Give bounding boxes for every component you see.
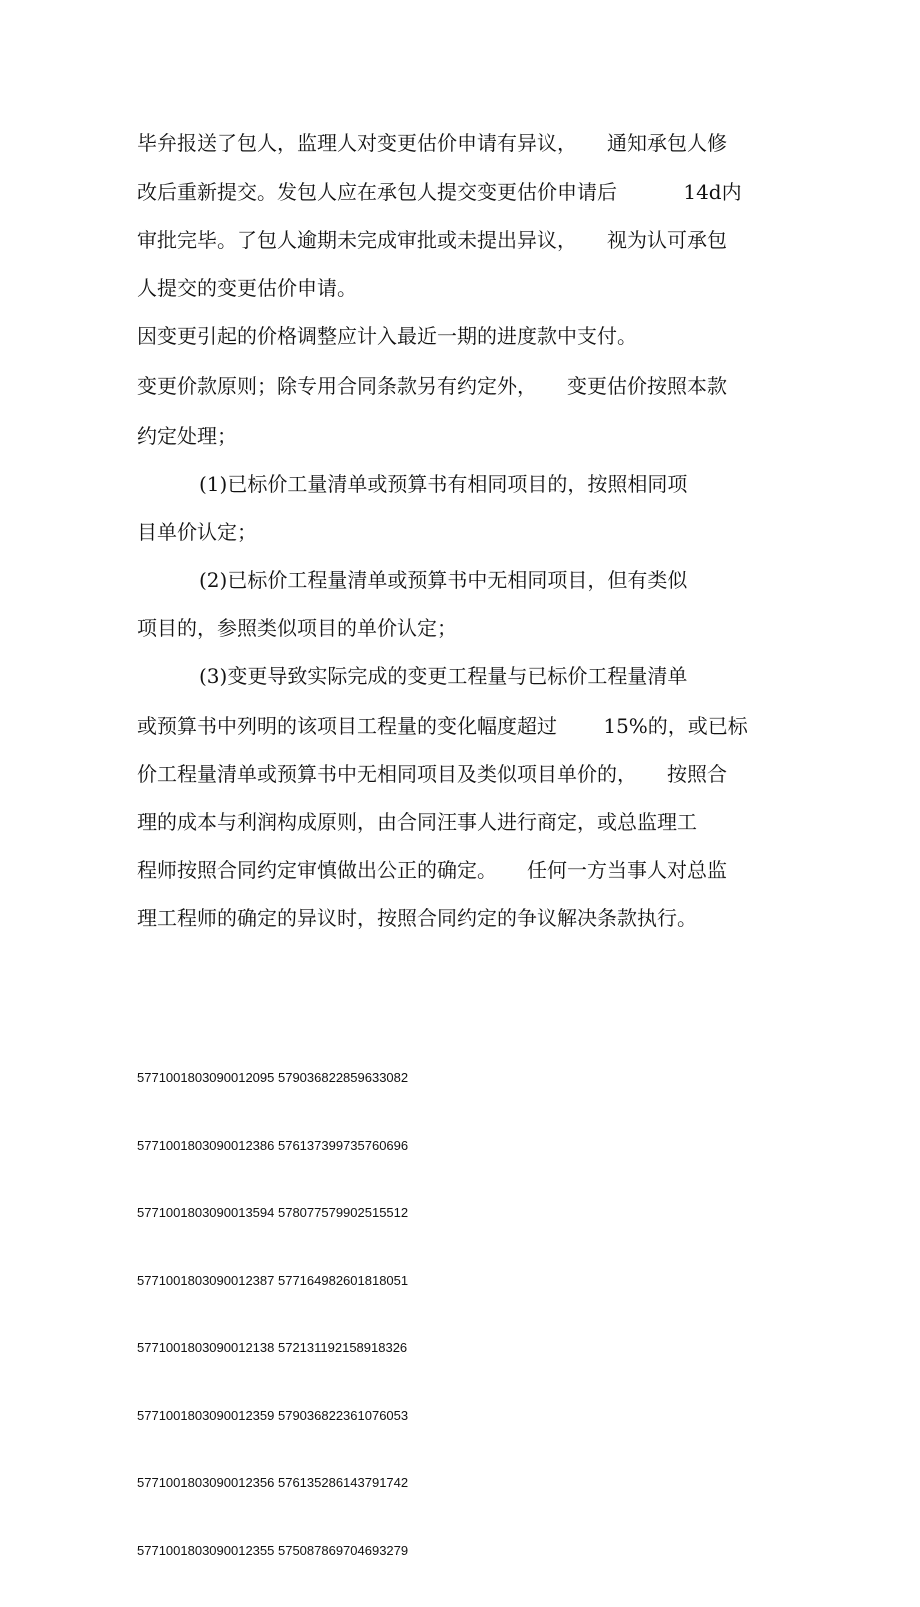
code-line: 5771001803090012359 579036822361076053	[137, 1407, 409, 1423]
text-line: 毕弁报送了包人，监理人对变更估价申请有异议， 通知承包人修	[137, 131, 727, 155]
code-line: 5771001803090013594 578077579902515512	[137, 1205, 409, 1220]
text-line: 人提交的变更估价申请。	[137, 276, 357, 300]
code-line: 5771001803090012356 576135286143791742	[137, 1475, 409, 1490]
text-line: 审批完毕。了包人逾期未完成审批或未提出异议， 视为认可承包	[137, 228, 727, 252]
text-line: 程师按照合同约定审慎做出公正的确定。 任何一方当事人对总监	[137, 858, 727, 882]
list-item-1: (1)已标价工量清单或预算书有相同项目的，按照相同项	[199, 472, 688, 496]
list-item-2: (2)已标价工程量清单或预算书中无相同项目，但有类似	[199, 568, 688, 592]
code-line: 5771001803090012355 575087869704693279	[137, 1542, 409, 1558]
text-line: 或预算书中列明的该项目工程量的变化幅度超过 15%的，或已标	[137, 714, 748, 738]
text-line: 约定处理；	[137, 424, 237, 448]
text-line: 理工程师的确定的异议时，按照合同约定的争议解决条款执行。	[137, 906, 697, 930]
text-line: 价工程量清单或预算书中无相同项目及类似项目单价的， 按照合	[137, 762, 727, 786]
code-line: 5771001803090012387 577164982601818051	[137, 1272, 409, 1288]
text-line: 理的成本与利润构成原则，由合同汪事人进行商定，或总监理工	[137, 810, 697, 834]
text-line: 目单价认定；	[137, 520, 257, 544]
code-line: 5771001803090012138 572131192158918326	[137, 1340, 408, 1355]
code-line: 5771001803090012095 579036822859633082	[137, 1070, 409, 1085]
code-line: 5771001803090012386 576137399735760696	[137, 1137, 409, 1153]
text-line: 改后重新提交。发包人应在承包人提交变更估价申请后 14d内	[137, 180, 742, 204]
list-item-3: (3)变更导致实际完成的变更工程量与已标价工程量清单	[199, 664, 688, 688]
code-list	[137, 1022, 408, 1607]
text-line: 因变更引起的价格调整应计入最近一期的进度款中支付。	[137, 324, 637, 348]
text-line: 变更价款原则；除专用合同条款另有约定外， 变更估价按照本款	[137, 374, 727, 398]
text-line: 项目的，参照类似项目的单价认定；	[137, 616, 457, 640]
